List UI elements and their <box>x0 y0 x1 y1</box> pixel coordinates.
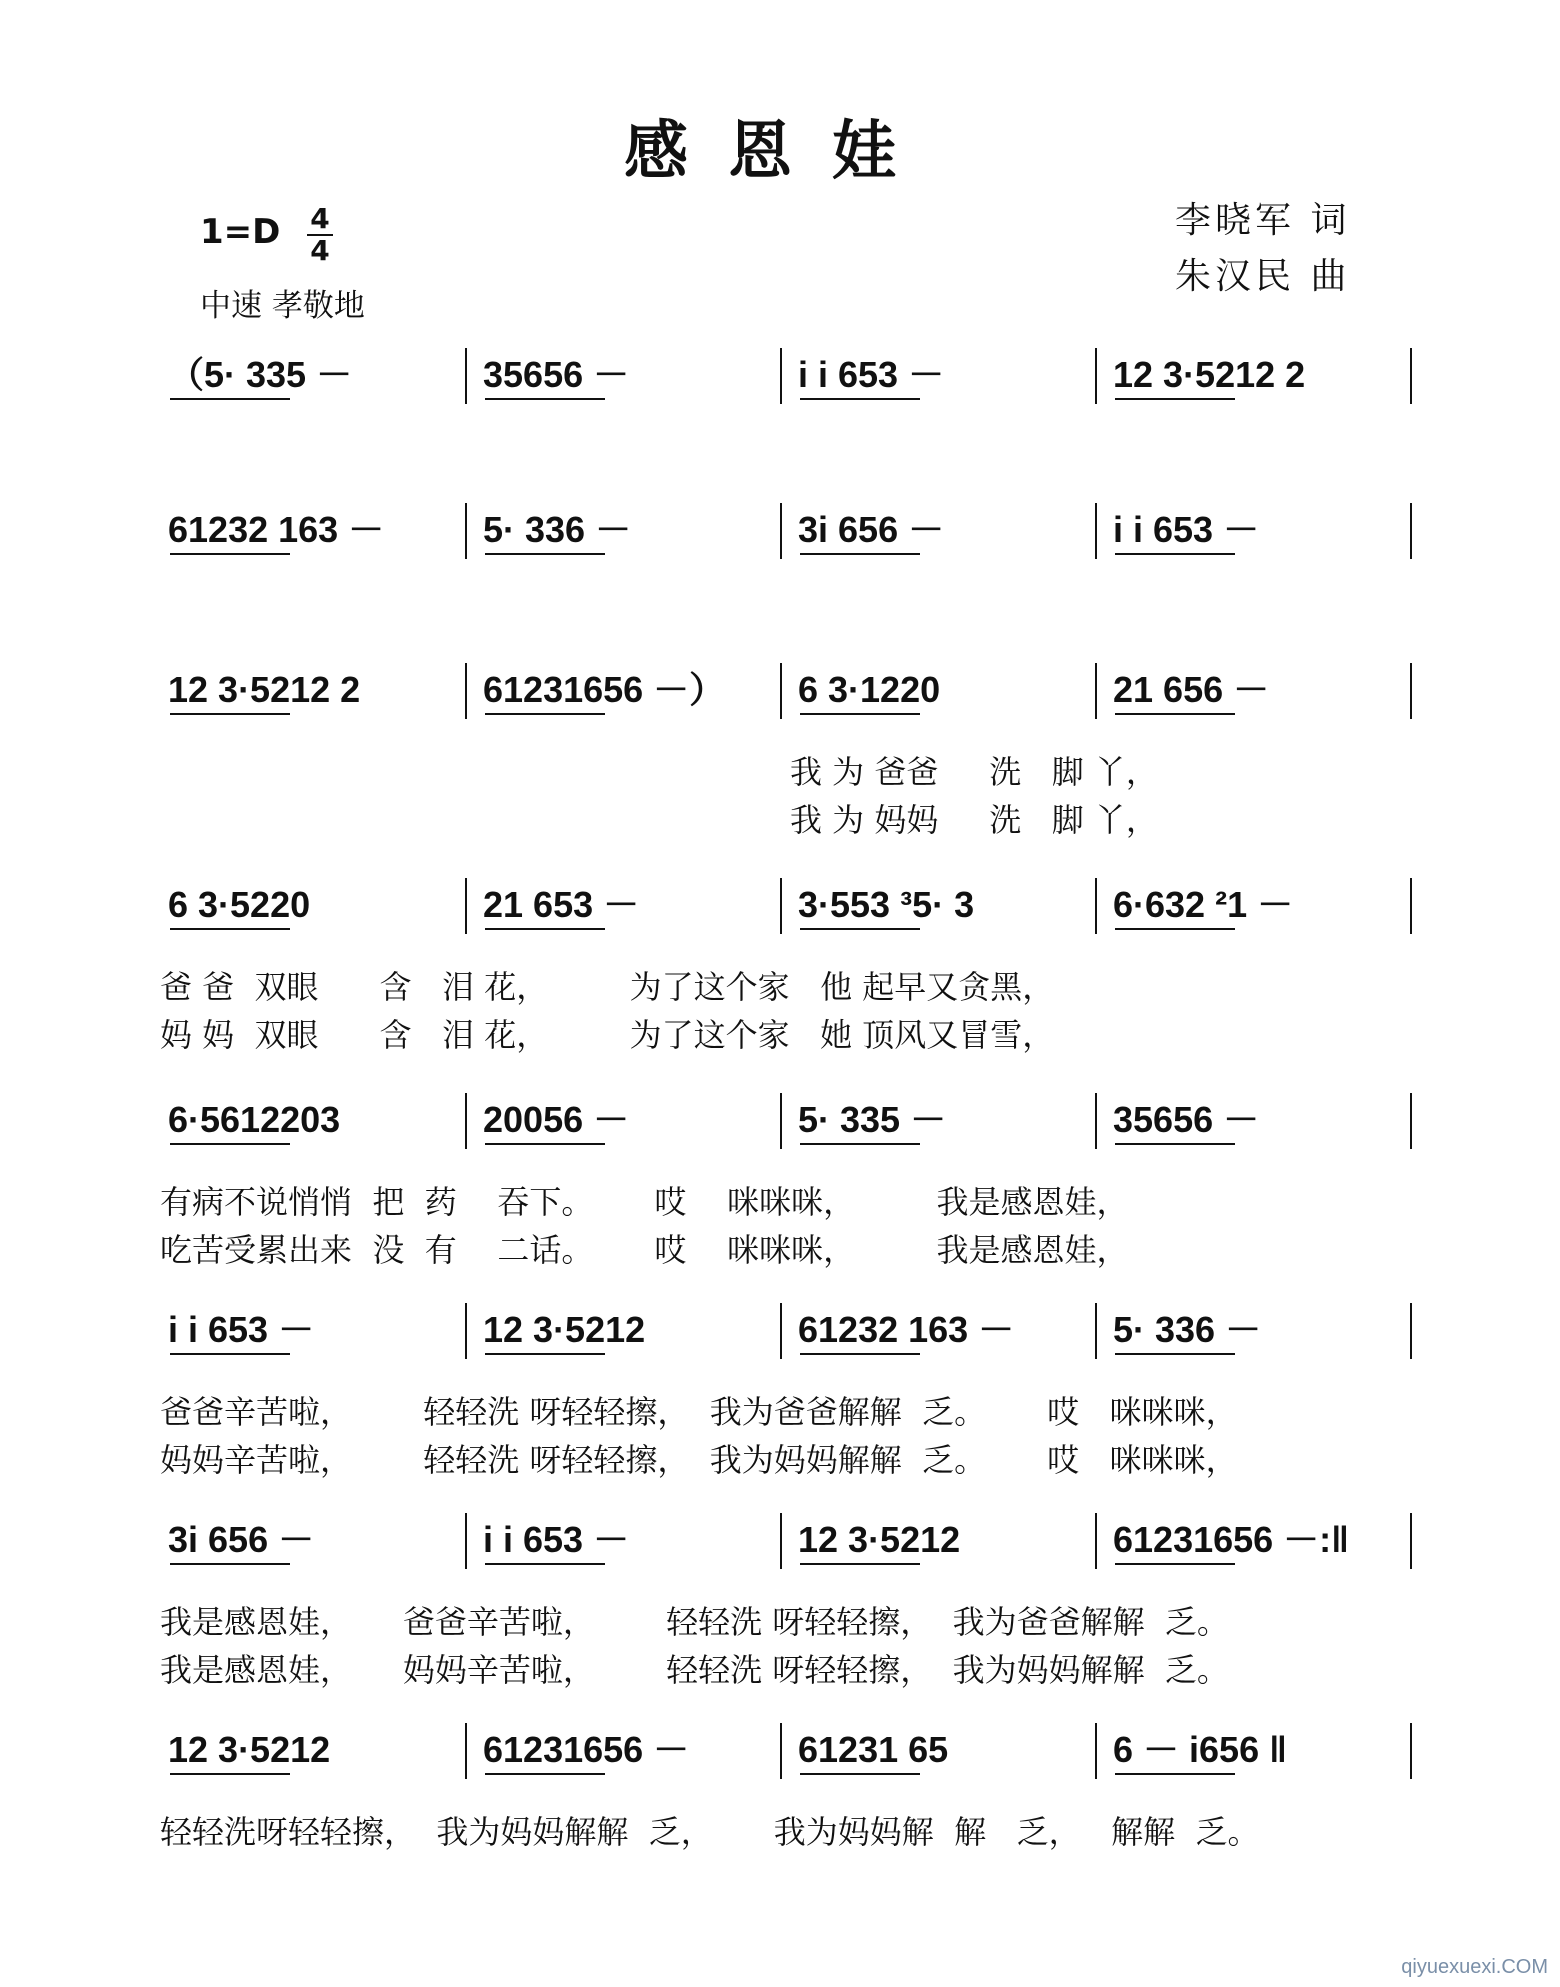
barline <box>780 1303 782 1359</box>
notes-row <box>160 1095 1420 1145</box>
measure: （5· 335 － <box>168 354 353 395</box>
beam-line <box>485 1563 605 1565</box>
notes-row <box>160 880 1420 930</box>
barline <box>780 348 782 404</box>
measure: 21 656 － <box>1113 669 1270 710</box>
measure: 35656 － <box>1113 1099 1260 1140</box>
barline <box>465 348 467 404</box>
barline <box>465 1093 467 1149</box>
beam-line <box>170 928 290 930</box>
lyric-line: 我 为 爸爸 洗 脚 丫， <box>790 753 1158 791</box>
measure: 6 － i656 ‖ <box>1113 1729 1288 1770</box>
measure: i i 653 － <box>798 354 945 395</box>
beam-line <box>800 1563 920 1565</box>
beam-line <box>485 1353 605 1355</box>
measure: 12 3·5212 2 <box>1113 354 1306 395</box>
measure: 21 653 － <box>483 884 640 925</box>
measure: 5· 336 － <box>1113 1309 1262 1350</box>
measure: 35656 － <box>483 354 630 395</box>
measure: 12 3·5212 2 <box>168 669 361 710</box>
beam-line <box>800 1143 920 1145</box>
measure: 6 3·1220 <box>798 669 941 710</box>
barline <box>1410 1513 1412 1569</box>
beam-line <box>485 713 605 715</box>
beam-line <box>170 713 290 715</box>
barline <box>1095 1723 1097 1779</box>
lyric-line: 我是感恩娃， 爸爸辛苦啦， 轻轻洗 呀轻轻擦， 我为爸爸解解 乏。 <box>160 1603 1229 1641</box>
barline <box>1410 1093 1412 1149</box>
measure: 12 3·5212 <box>483 1309 646 1350</box>
barline <box>465 663 467 719</box>
lyricist-credit: 李晓军 词 <box>1175 200 1351 241</box>
barline <box>1095 1093 1097 1149</box>
lyric-line: 吃苦受累出来 没 有 二话。 哎 咪咪咪， 我是感恩娃， <box>160 1231 1129 1269</box>
beam-line <box>485 398 605 400</box>
beam-line <box>800 553 920 555</box>
lyric-line: 我是感恩娃， 妈妈辛苦啦， 轻轻洗 呀轻轻擦， 我为妈妈解解 乏。 <box>160 1651 1229 1689</box>
beam-line <box>1115 1563 1235 1565</box>
notes-row <box>160 665 1420 715</box>
notes-row <box>160 1305 1420 1355</box>
lyric-line: 爸爸辛苦啦， 轻轻洗 呀轻轻擦， 我为爸爸解解 乏。 哎 咪咪咪， <box>160 1393 1238 1431</box>
barline <box>780 1093 782 1149</box>
barline <box>1410 663 1412 719</box>
measure: i i 653 － <box>483 1519 630 1560</box>
lyric-line: 有病不说悄悄 把 药 吞下。 哎 咪咪咪， 我是感恩娃， <box>160 1183 1129 1221</box>
barline <box>1410 1723 1412 1779</box>
measure: 61231656 －:‖ <box>1113 1519 1350 1560</box>
beam-line <box>800 713 920 715</box>
barline <box>1095 503 1097 559</box>
beam-line <box>485 553 605 555</box>
beam-line <box>170 553 290 555</box>
time-signature-bottom: 4 <box>310 234 330 267</box>
beam-line <box>800 928 920 930</box>
barline <box>780 1513 782 1569</box>
beam-line <box>170 1353 290 1355</box>
beam-line <box>170 1143 290 1145</box>
lyric-line: 妈 妈 双眼 含 泪 花， 为了这个家 她 顶风又冒雪， <box>160 1016 1055 1054</box>
beam-line <box>1115 1143 1235 1145</box>
measure: 61232 163 － <box>168 509 385 550</box>
beam-line <box>1115 553 1235 555</box>
key-signature: 1=D <box>200 212 281 252</box>
barline <box>465 1723 467 1779</box>
notes-row <box>160 1515 1420 1565</box>
measure: 61231656 －） <box>483 669 726 710</box>
tempo-marking: 中速 孝敬地 <box>200 288 365 324</box>
measure: i i 653 － <box>168 1309 315 1350</box>
beam-line <box>1115 1353 1235 1355</box>
barline <box>465 1303 467 1359</box>
barline <box>1410 348 1412 404</box>
barline <box>1095 1513 1097 1569</box>
beam-line <box>170 398 290 400</box>
measure: 5· 336 － <box>483 509 632 550</box>
barline <box>780 503 782 559</box>
measure: 6·632 ²1 － <box>1113 884 1294 925</box>
lyric-line: 轻轻洗呀轻轻擦， 我为妈妈解解 乏， 我为妈妈解 解 乏， 解解 乏。 <box>160 1813 1260 1851</box>
beam-line <box>485 1773 605 1775</box>
lyric-line: 我 为 妈妈 洗 脚 丫， <box>790 801 1158 839</box>
time-signature-top: 4 <box>310 202 330 235</box>
beam-line <box>1115 398 1235 400</box>
barline <box>1410 1303 1412 1359</box>
beam-line <box>485 928 605 930</box>
measure: 6·5612203 <box>168 1099 341 1140</box>
watermark: qiyuexuexi.COM <box>1401 1956 1548 1978</box>
barline <box>1095 878 1097 934</box>
beam-line <box>1115 1773 1235 1775</box>
measure: 12 3·5212 <box>798 1519 961 1560</box>
song-title: 感恩娃 <box>624 114 936 189</box>
barline <box>1410 878 1412 934</box>
barline <box>465 1513 467 1569</box>
measure: 3·553 ³5· 3 <box>798 884 975 925</box>
time-signature <box>305 204 335 266</box>
barline <box>465 878 467 934</box>
measure: 3i 656 － <box>798 509 945 550</box>
measure: 6 3·5220 <box>168 884 311 925</box>
barline <box>1095 348 1097 404</box>
measure: 3i 656 － <box>168 1519 315 1560</box>
barline <box>1095 1303 1097 1359</box>
barline <box>780 1723 782 1779</box>
beam-line <box>170 1773 290 1775</box>
beam-line <box>800 1773 920 1775</box>
beam-line <box>1115 713 1235 715</box>
measure: i i 653 － <box>1113 509 1260 550</box>
barline <box>780 663 782 719</box>
notes-row <box>160 350 1420 400</box>
barline <box>465 503 467 559</box>
lyric-line: 爸 爸 双眼 含 泪 花， 为了这个家 他 起早又贪黑， <box>160 968 1055 1006</box>
beam-line <box>1115 928 1235 930</box>
measure: 12 3·5212 <box>168 1729 331 1770</box>
beam-line <box>170 1563 290 1565</box>
beam-line <box>800 398 920 400</box>
measure: 61232 163 － <box>798 1309 1015 1350</box>
barline <box>780 878 782 934</box>
measure: 61231 65 <box>798 1729 949 1770</box>
barline <box>1410 503 1412 559</box>
beam-line <box>800 1353 920 1355</box>
barline <box>1095 663 1097 719</box>
measure: 5· 335 － <box>798 1099 947 1140</box>
notes-row <box>160 505 1420 555</box>
lyric-line: 妈妈辛苦啦， 轻轻洗 呀轻轻擦， 我为妈妈解解 乏。 哎 咪咪咪， <box>160 1441 1238 1479</box>
beam-line <box>485 1143 605 1145</box>
notes-row <box>160 1725 1420 1775</box>
measure: 61231656 － <box>483 1729 690 1770</box>
composer-credit: 朱汉民 曲 <box>1175 256 1351 297</box>
measure: 20056 － <box>483 1099 630 1140</box>
